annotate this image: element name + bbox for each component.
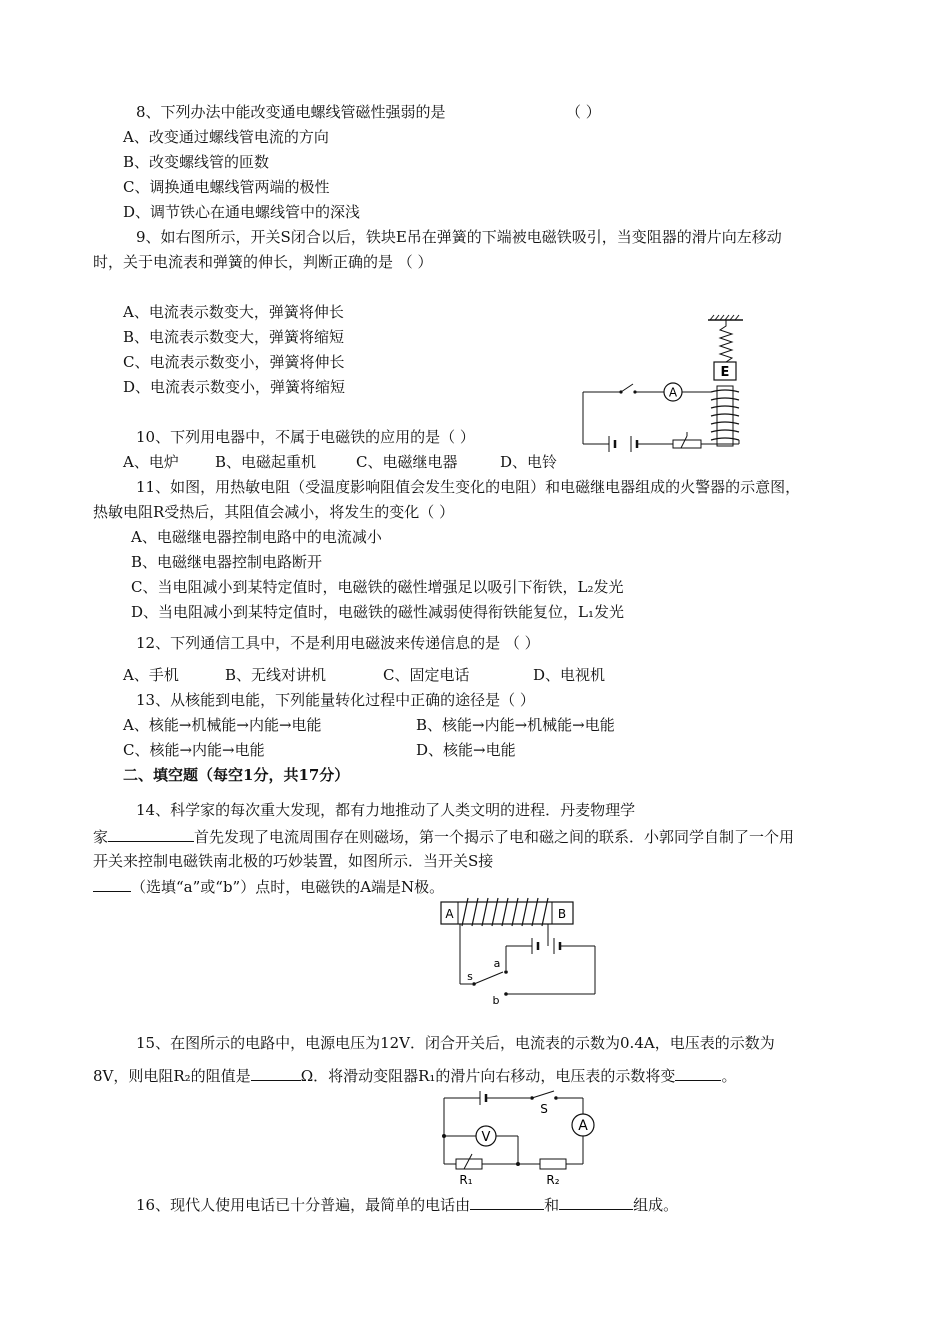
q8-option-d: D、调节铁心在通电螺线管中的深浅: [123, 203, 361, 221]
q8-answer-paren: （ ）: [566, 103, 601, 121]
block-e-label: E: [720, 365, 730, 380]
q14-line2-post: 首先发现了电流周围存在则磁场，第一个揭示了电和磁之间的联系．小郭同学自制了一个用: [194, 828, 795, 846]
q15-line2-mid: Ω．将滑动变阻器R₁的滑片向右移动，电压表的示数将变: [300, 1067, 676, 1085]
q11-option-d: D、当电阻减小到某特定值时，电磁铁的磁性减弱使得衔铁能复位，L₁发光: [131, 603, 625, 621]
q9-option-b: B、电流表示数变大，弹簧将缩短: [123, 328, 345, 346]
q13-option-a: A、核能→机械能→内能→电能: [123, 716, 322, 734]
q11-option-c: C、当电阻减小到某特定值时，电磁铁的磁性增强足以吸引下衔铁，L₂发光: [131, 578, 624, 596]
end-a-label: A: [445, 907, 454, 921]
q15-line2: [93, 1065, 736, 1086]
q10-option-a: A、电炉: [123, 453, 179, 471]
q14-line3: 开关来控制电磁铁南北极的巧妙装置，如图所示．当开关S接: [93, 852, 494, 870]
q14-blank-point[interactable]: [93, 876, 131, 892]
q13-option-c: C、核能→内能→电能: [123, 741, 265, 759]
q16-post: 组成。: [633, 1196, 679, 1214]
electromagnet-core: [717, 386, 733, 446]
q12-option-a: A、手机: [123, 666, 179, 684]
q10-option-d: D、电铃: [500, 453, 558, 471]
q11-option-b: B、电磁继电器控制电路断开: [131, 553, 323, 571]
q15-blank-r2[interactable]: [251, 1065, 301, 1081]
q9-option-c: C、电流表示数变小，弹簧将伸长: [123, 353, 345, 371]
q16-blank-2[interactable]: [559, 1194, 633, 1210]
q15-line2-pre: 8V，则电阻R₂的阻值是: [93, 1067, 251, 1085]
switch-s-label: S: [540, 1102, 548, 1116]
battery: [480, 1091, 486, 1105]
q13-stem: 13、从核能到电能，下列能量转化过程中正确的途径是（ ）: [136, 691, 535, 709]
q12-option-d: D、电视机: [533, 666, 606, 684]
battery: [609, 436, 637, 452]
q15-blank-voltmeter[interactable]: [675, 1065, 721, 1081]
battery: [532, 938, 560, 954]
q11-stem-line2: 热敏电阻R受热后，其阻值会减小，将发生的变化（ ）: [93, 503, 455, 521]
ammeter-label: A: [578, 1118, 588, 1134]
section-2-title: 二、填空题（每空1分，共17分）: [123, 766, 350, 784]
terminal-a-label: a: [493, 957, 501, 970]
q14-line4: [93, 876, 444, 897]
q9-option-a: A、电流表示数变大，弹簧将伸长: [123, 303, 344, 321]
q14-line2-pre: 家: [93, 828, 109, 846]
q8-option-c: C、调换通电螺线管两端的极性: [123, 178, 330, 196]
q13-option-d: D、核能→电能: [416, 741, 516, 759]
q9-circuit-figure: [575, 312, 745, 472]
switch-s: [532, 1091, 554, 1098]
q15-line2-post: 。: [721, 1067, 737, 1085]
spring: [720, 320, 732, 362]
voltmeter-label: V: [481, 1130, 491, 1145]
q16-pre: 16、现代人使用电话已十分普遍，最简单的电话由: [136, 1196, 471, 1214]
q14-blank-scientist[interactable]: [108, 826, 194, 842]
q14-line1: 14、科学家的每次重大发现，都有力地推动了人类文明的进程．丹麦物理学: [136, 801, 636, 819]
q8-stem: 8、下列办法中能改变通电螺线管磁性强弱的是: [136, 103, 446, 121]
switch-s-label: s: [467, 970, 473, 983]
q8-option-a: A、改变通过螺线管电流的方向: [123, 128, 329, 146]
q9-option-d: D、电流表示数变小，弹簧将缩短: [123, 378, 346, 396]
rheostat: [673, 440, 701, 448]
q10-stem: 10、下列用电器中，不属于电磁铁的应用的是（ ）: [136, 428, 475, 446]
switch-blade: [474, 972, 503, 984]
q12-stem: 12、下列通信工具中，不是利用电磁波来传递信息的是 （ ）: [136, 634, 540, 652]
q10-option-b: B、电磁起重机: [215, 453, 317, 471]
q10-option-c: C、电磁继电器: [356, 453, 458, 471]
resistor-r2: [540, 1159, 566, 1169]
q15-line1: 15、在图所示的电路中，电源电压为12V．闭合开关后，电流表的示数为0.4A，电压表的示数为: [136, 1034, 775, 1052]
switch-s: [621, 384, 633, 392]
q16-line: [136, 1194, 678, 1215]
q13-option-b: B、核能→内能→机械能→电能: [416, 716, 615, 734]
q16-blank-1[interactable]: [470, 1194, 544, 1210]
q11-stem-line1: 11、如图，用热敏电阻（受温度影响阻值会发生变化的电阻）和电磁继电器组成的火警器的示意图，: [136, 478, 801, 496]
r1-label: R₁: [459, 1173, 473, 1187]
terminal-b-label: b: [492, 994, 500, 1007]
end-b-label: B: [557, 907, 567, 921]
q14-line4-post: （选填“a”或“b”）点时，电磁铁的A端是N极。: [131, 878, 445, 896]
q12-option-c: C、固定电话: [383, 666, 470, 684]
q15-circuit-figure: [436, 1088, 606, 1188]
r2-label: R₂: [546, 1173, 560, 1187]
q11-option-a: A、电磁继电器控制电路中的电流减小: [131, 528, 382, 546]
q8-option-b: B、改变螺线管的匝数: [123, 153, 270, 171]
q16-mid: 和: [544, 1196, 560, 1214]
q9-stem-line2: 时，关于电流表和弹簧的伸长，判断正确的是 （ ）: [93, 253, 433, 271]
q9-stem-line1: 9、如右图所示，开关S闭合以后，铁块E吊在弹簧的下端被电磁铁吸引，当变阻器的滑片向左移动: [136, 228, 782, 246]
q14-line2: [93, 826, 794, 847]
q14-circuit-figure: [440, 900, 600, 1005]
q12-option-b: B、无线对讲机: [225, 666, 327, 684]
ammeter-label: A: [668, 385, 678, 400]
